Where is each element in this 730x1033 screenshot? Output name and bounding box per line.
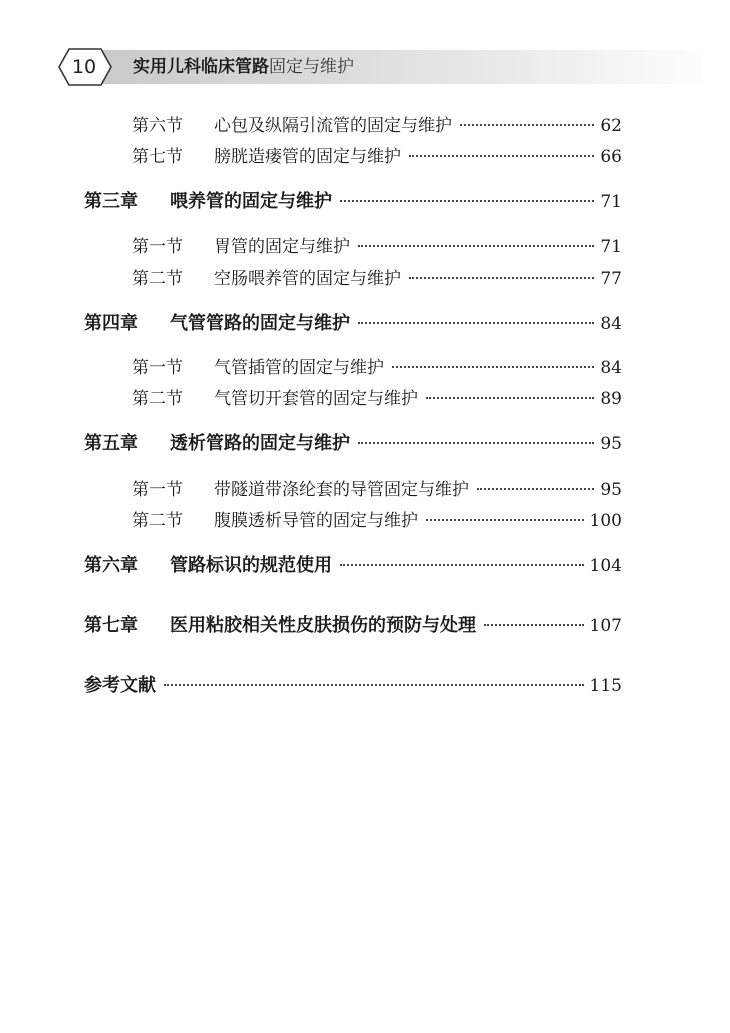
dot-leader [358, 322, 594, 324]
dot-leader [164, 684, 584, 686]
toc-entry-title: 透析管路的固定与维护 [170, 433, 350, 454]
dot-leader [340, 564, 584, 566]
toc-entry-number: 第六章 [84, 555, 138, 576]
toc-entry-number: 第七章 [84, 615, 138, 636]
toc-entry-title: 带隧道带涤纶套的导管固定与维护 [214, 480, 469, 500]
toc-entry-page: 107 [589, 616, 622, 636]
dot-leader [340, 200, 594, 202]
toc-entry-number: 第五章 [84, 433, 138, 454]
toc-entry-number: 第一节 [132, 358, 183, 378]
toc-entry-number: 第四章 [84, 313, 138, 334]
toc-entry-title: 膀胱造瘘管的固定与维护 [214, 147, 401, 167]
toc-entry-section[interactable] [132, 475, 622, 501]
toc-entry-page: 100 [589, 511, 622, 531]
book-title-light: 固定与维护 [269, 57, 354, 77]
toc-entry-section[interactable] [132, 506, 622, 532]
toc-entry-page: 89 [600, 389, 622, 409]
toc-entry-title: 胃管的固定与维护 [214, 237, 350, 257]
toc-entry-number: 第二节 [132, 389, 183, 409]
toc-entry-section[interactable] [132, 353, 622, 379]
book-title-bold: 实用儿科临床管路 [133, 57, 269, 77]
toc-entry-chapter[interactable] [84, 611, 622, 637]
toc-entry-page: 77 [600, 269, 622, 289]
toc-entry-number: 第二节 [132, 269, 183, 289]
toc-entry-page: 84 [600, 358, 622, 378]
toc-entry-page: 66 [600, 147, 622, 167]
toc-entry-title: 参考文献 [84, 675, 156, 696]
toc-entry-chapter[interactable] [84, 429, 622, 455]
dot-leader [484, 624, 584, 626]
toc-entry-number: 第一节 [132, 237, 183, 257]
toc-entry-number: 第二节 [132, 511, 183, 531]
toc-entry-number: 第一节 [132, 480, 183, 500]
toc-entry-page: 71 [600, 237, 622, 257]
dot-leader [477, 488, 594, 490]
toc-entry-section[interactable] [132, 111, 622, 137]
dot-leader [409, 277, 594, 279]
toc-entry-number: 第六节 [132, 116, 183, 136]
toc-entry-title: 气管切开套管的固定与维护 [214, 389, 418, 409]
page-number: 10 [71, 56, 97, 78]
dot-leader [392, 366, 594, 368]
toc-entry-title: 气管插管的固定与维护 [214, 358, 384, 378]
toc-entry-chapter[interactable] [84, 187, 622, 213]
toc-entry-section[interactable] [132, 384, 622, 410]
toc-entry-section[interactable] [132, 232, 622, 258]
toc-entry-page: 95 [600, 434, 622, 454]
toc-entry-page: 95 [600, 480, 622, 500]
toc-entry-title: 腹膜透析导管的固定与维护 [214, 511, 418, 531]
toc-entry-chapter[interactable] [84, 551, 622, 577]
toc-entry-title: 空肠喂养管的固定与维护 [214, 269, 401, 289]
dot-leader [358, 442, 594, 444]
toc-entry-references[interactable] [84, 671, 622, 697]
dot-leader [409, 155, 594, 157]
toc-entry-title: 管路标识的规范使用 [170, 555, 332, 576]
toc-entry-title: 气管管路的固定与维护 [170, 313, 350, 334]
toc-entry-section[interactable] [132, 264, 622, 290]
toc-entry-title: 医用粘胶相关性皮肤损伤的预防与处理 [170, 615, 476, 636]
toc-entry-number: 第七节 [132, 147, 183, 167]
toc-entry-page: 71 [600, 192, 622, 212]
dot-leader [426, 519, 584, 521]
dot-leader [426, 397, 594, 399]
toc-entry-number: 第三章 [84, 191, 138, 212]
dot-leader [460, 124, 594, 126]
toc-entry-title: 心包及纵隔引流管的固定与维护 [214, 116, 452, 136]
toc-entry-page: 115 [589, 676, 622, 696]
toc-entry-page: 84 [600, 314, 622, 334]
toc-entry-title: 喂养管的固定与维护 [170, 191, 332, 212]
toc-entry-chapter[interactable] [84, 309, 622, 335]
toc-entry-page: 62 [600, 116, 622, 136]
toc-entry-page: 104 [589, 556, 622, 576]
dot-leader [358, 245, 594, 247]
toc-entry-section[interactable] [132, 142, 622, 168]
